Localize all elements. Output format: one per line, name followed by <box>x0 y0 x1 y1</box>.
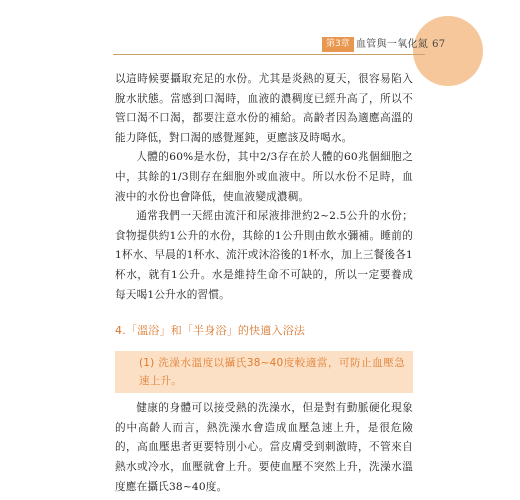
running-title: 血管與一氧化氮 <box>356 39 429 50</box>
header-divider <box>113 54 425 55</box>
paragraph-continued: 以這時候要攝取充足的水份。尤其是炎熱的夏天，很容易陷入脫水狀態。當感到口渴時，血液的濃稠度已經升高了，所以不管口渴不口渴，都要注意水份的補給。高齡者因為適應高溫的能力降低，對口渴的感覺遲鈍，更應該及時喝水。 <box>115 73 413 144</box>
paragraph-water-ratio: 人體的60%是水份，其中2/3存在於人體的60兆個細胞之中，其餘的1/3則存在細胞外或血液中。所以水份不足時，血液中的水份也會降低，使血液變成濃稠。 <box>115 151 413 203</box>
section-spacer <box>115 305 413 321</box>
page-number: 67 <box>432 39 446 50</box>
running-header <box>356 37 445 52</box>
paragraph-bath-temperature: 健康的身體可以接受熱的洗澡水，但是對有動脈硬化現象的中高齡人而言，熱洗澡水會造成血壓急速上升，是很危險的，高血壓患者更要特別小心。當皮膚受到刺激時，不管來自熱水或冷水，血壓就會上升。要使血壓不突然上升，洗澡水溫度應在攝氏38~40度。 <box>115 402 413 493</box>
sub-heading: (1) 洗澡水溫度以攝氏38~40度較適當，可防止血壓急速上升。 <box>115 351 413 393</box>
chapter-label: 第3章 <box>322 37 354 52</box>
section-heading: 4.「溫浴」和「半身浴」的快適入浴法 <box>115 324 306 338</box>
page-body <box>115 70 413 497</box>
paragraph-daily-water: 通常我們一天經由流汗和尿液排泄約2~2.5公升的水份；食物提供約1公升的水份，其餘的1公升則由飲水彌補。睡前的1杯水、早晨的1杯水、流汗或沐浴後的1杯水，加上三餐後各1杯水，就有1公升。水是維持生命不可缺的，所以一定要養成每天喝1公升水的習慣。 <box>115 210 413 301</box>
